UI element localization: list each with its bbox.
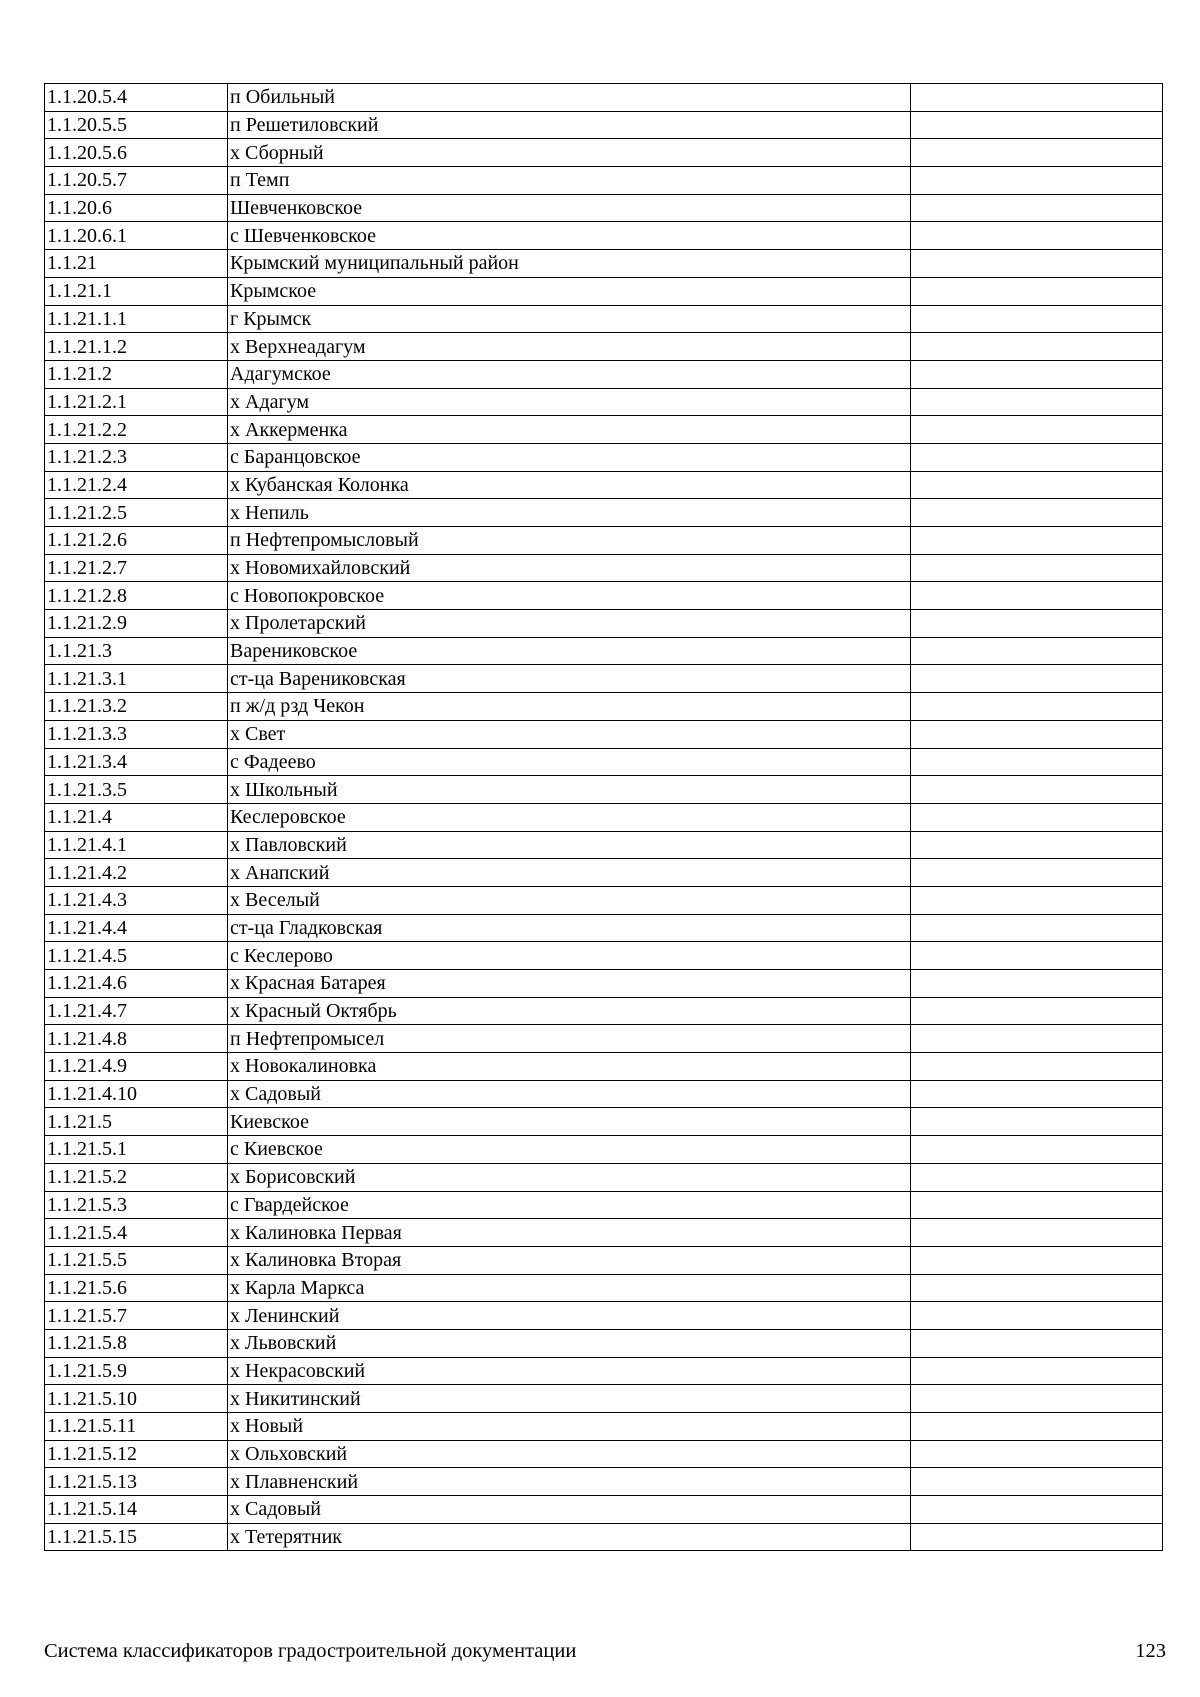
empty-cell xyxy=(911,1053,1163,1081)
empty-cell xyxy=(911,554,1163,582)
table-row xyxy=(45,1246,1163,1274)
name-cell: п Нефтепромысловый xyxy=(228,527,911,555)
table-row xyxy=(45,333,1163,361)
empty-cell xyxy=(911,803,1163,831)
table-row xyxy=(45,1219,1163,1247)
table-row xyxy=(45,693,1163,721)
empty-cell xyxy=(911,305,1163,333)
table-row xyxy=(45,1025,1163,1053)
table-row xyxy=(45,803,1163,831)
code-cell: 1.1.21.2.8 xyxy=(45,582,228,610)
table-row xyxy=(45,942,1163,970)
code-cell: 1.1.21.4.4 xyxy=(45,914,228,942)
code-cell: 1.1.21.4.9 xyxy=(45,1053,228,1081)
code-cell: 1.1.21.3.4 xyxy=(45,748,228,776)
code-cell: 1.1.21.4.2 xyxy=(45,859,228,887)
name-cell: г Крымск xyxy=(228,305,911,333)
code-cell: 1.1.21.4.3 xyxy=(45,886,228,914)
empty-cell xyxy=(911,859,1163,887)
name-cell: х Красный Октябрь xyxy=(228,997,911,1025)
table-row xyxy=(45,1357,1163,1385)
code-cell: 1.1.21.5.14 xyxy=(45,1496,228,1524)
name-cell: Киевское xyxy=(228,1108,911,1136)
classifier-table-body xyxy=(45,84,1163,1551)
empty-cell xyxy=(911,776,1163,804)
name-cell: х Никитинский xyxy=(228,1385,911,1413)
code-cell: 1.1.21.2.5 xyxy=(45,499,228,527)
name-cell: с Фадеево xyxy=(228,748,911,776)
table-row xyxy=(45,250,1163,278)
code-cell: 1.1.21.5.6 xyxy=(45,1274,228,1302)
table-row xyxy=(45,84,1163,112)
empty-cell xyxy=(911,443,1163,471)
table-row xyxy=(45,194,1163,222)
empty-cell xyxy=(911,748,1163,776)
name-cell: с Новопокровское xyxy=(228,582,911,610)
name-cell: с Киевское xyxy=(228,1136,911,1164)
empty-cell xyxy=(911,637,1163,665)
empty-cell xyxy=(911,1080,1163,1108)
name-cell: х Новый xyxy=(228,1413,911,1441)
name-cell: п Нефтепромысел xyxy=(228,1025,911,1053)
table-row xyxy=(45,1108,1163,1136)
code-cell: 1.1.21.2.3 xyxy=(45,443,228,471)
table-row xyxy=(45,111,1163,139)
empty-cell xyxy=(911,1302,1163,1330)
code-cell: 1.1.21.2.4 xyxy=(45,471,228,499)
code-cell: 1.1.20.6.1 xyxy=(45,222,228,250)
name-cell: п Решетиловский xyxy=(228,111,911,139)
table-row xyxy=(45,997,1163,1025)
code-cell: 1.1.21.5.12 xyxy=(45,1440,228,1468)
name-cell: х Карла Маркса xyxy=(228,1274,911,1302)
empty-cell xyxy=(911,416,1163,444)
code-cell: 1.1.21.4.7 xyxy=(45,997,228,1025)
code-cell: 1.1.21.4 xyxy=(45,803,228,831)
code-cell: 1.1.20.5.4 xyxy=(45,84,228,112)
empty-cell xyxy=(911,499,1163,527)
empty-cell xyxy=(911,610,1163,638)
code-cell: 1.1.21.4.8 xyxy=(45,1025,228,1053)
table-row xyxy=(45,499,1163,527)
name-cell: Кеслеровское xyxy=(228,803,911,831)
table-row xyxy=(45,1136,1163,1164)
code-cell: 1.1.20.5.7 xyxy=(45,167,228,195)
empty-cell xyxy=(911,139,1163,167)
code-cell: 1.1.20.5.5 xyxy=(45,111,228,139)
name-cell: х Ольховский xyxy=(228,1440,911,1468)
table-row xyxy=(45,471,1163,499)
empty-cell xyxy=(911,277,1163,305)
code-cell: 1.1.21.2.1 xyxy=(45,388,228,416)
code-cell: 1.1.21.2 xyxy=(45,360,228,388)
code-cell: 1.1.21.5.9 xyxy=(45,1357,228,1385)
table-row xyxy=(45,305,1163,333)
code-cell: 1.1.21.5.4 xyxy=(45,1219,228,1247)
name-cell: х Калиновка Первая xyxy=(228,1219,911,1247)
name-cell: х Павловский xyxy=(228,831,911,859)
empty-cell xyxy=(911,1274,1163,1302)
empty-cell xyxy=(911,914,1163,942)
code-cell: 1.1.21.3.1 xyxy=(45,665,228,693)
code-cell: 1.1.21 xyxy=(45,250,228,278)
code-cell: 1.1.21.1.2 xyxy=(45,333,228,361)
table-row xyxy=(45,527,1163,555)
code-cell: 1.1.21.5.13 xyxy=(45,1468,228,1496)
code-cell: 1.1.21.4.10 xyxy=(45,1080,228,1108)
name-cell: с Гвардейское xyxy=(228,1191,911,1219)
table-row xyxy=(45,582,1163,610)
name-cell: Адагумское xyxy=(228,360,911,388)
table-row xyxy=(45,167,1163,195)
empty-cell xyxy=(911,997,1163,1025)
empty-cell xyxy=(911,471,1163,499)
code-cell: 1.1.21.5.2 xyxy=(45,1163,228,1191)
table-row xyxy=(45,1413,1163,1441)
code-cell: 1.1.21.5.15 xyxy=(45,1523,228,1551)
table-row xyxy=(45,720,1163,748)
name-cell: Крымский муниципальный район xyxy=(228,250,911,278)
empty-cell xyxy=(911,388,1163,416)
empty-cell xyxy=(911,1385,1163,1413)
code-cell: 1.1.21.2.2 xyxy=(45,416,228,444)
table-row xyxy=(45,277,1163,305)
name-cell: х Аккерменка xyxy=(228,416,911,444)
table-row xyxy=(45,970,1163,998)
name-cell: п Обильный xyxy=(228,84,911,112)
name-cell: х Садовый xyxy=(228,1496,911,1524)
classifier-table xyxy=(44,83,1163,1551)
table-row xyxy=(45,139,1163,167)
table-row xyxy=(45,886,1163,914)
table-row xyxy=(45,748,1163,776)
code-cell: 1.1.21.4.1 xyxy=(45,831,228,859)
table-row xyxy=(45,416,1163,444)
name-cell: с Шевченковское xyxy=(228,222,911,250)
name-cell: х Кубанская Колонка xyxy=(228,471,911,499)
name-cell: с Кеслерово xyxy=(228,942,911,970)
table-row xyxy=(45,665,1163,693)
table-row xyxy=(45,1523,1163,1551)
code-cell: 1.1.21.2.6 xyxy=(45,527,228,555)
name-cell: п Темп xyxy=(228,167,911,195)
name-cell: х Новомихайловский xyxy=(228,554,911,582)
table-row xyxy=(45,1053,1163,1081)
table-row xyxy=(45,610,1163,638)
name-cell: х Анапский xyxy=(228,859,911,887)
code-cell: 1.1.21.3.5 xyxy=(45,776,228,804)
empty-cell xyxy=(911,1025,1163,1053)
code-cell: 1.1.20.6 xyxy=(45,194,228,222)
table-row xyxy=(45,859,1163,887)
table-row xyxy=(45,360,1163,388)
table-row xyxy=(45,776,1163,804)
code-cell: 1.1.21.3.3 xyxy=(45,720,228,748)
empty-cell xyxy=(911,194,1163,222)
empty-cell xyxy=(911,831,1163,859)
code-cell: 1.1.21.5.3 xyxy=(45,1191,228,1219)
name-cell: х Ленинский xyxy=(228,1302,911,1330)
name-cell: х Сборный xyxy=(228,139,911,167)
name-cell: х Красная Батарея xyxy=(228,970,911,998)
name-cell: х Новокалиновка xyxy=(228,1053,911,1081)
empty-cell xyxy=(911,1191,1163,1219)
name-cell: ст-ца Гладковская xyxy=(228,914,911,942)
empty-cell xyxy=(911,1413,1163,1441)
name-cell: п ж/д рзд Чекон xyxy=(228,693,911,721)
code-cell: 1.1.21.5.10 xyxy=(45,1385,228,1413)
code-cell: 1.1.20.5.6 xyxy=(45,139,228,167)
code-cell: 1.1.21.2.7 xyxy=(45,554,228,582)
name-cell: х Непиль xyxy=(228,499,911,527)
table-row xyxy=(45,1496,1163,1524)
footer-document-title: Система классификаторов градостроительной документации xyxy=(44,1640,577,1662)
name-cell: Варениковское xyxy=(228,637,911,665)
code-cell: 1.1.21.1.1 xyxy=(45,305,228,333)
table-row xyxy=(45,1274,1163,1302)
empty-cell xyxy=(911,582,1163,610)
name-cell: х Адагум xyxy=(228,388,911,416)
code-cell: 1.1.21.3 xyxy=(45,637,228,665)
code-cell: 1.1.21.3.2 xyxy=(45,693,228,721)
name-cell: х Свет xyxy=(228,720,911,748)
empty-cell xyxy=(911,1329,1163,1357)
code-cell: 1.1.21.1 xyxy=(45,277,228,305)
empty-cell xyxy=(911,1496,1163,1524)
table-row xyxy=(45,637,1163,665)
empty-cell xyxy=(911,1440,1163,1468)
empty-cell xyxy=(911,1219,1163,1247)
name-cell: х Школьный xyxy=(228,776,911,804)
name-cell: х Веселый xyxy=(228,886,911,914)
name-cell: х Борисовский xyxy=(228,1163,911,1191)
code-cell: 1.1.21.5.11 xyxy=(45,1413,228,1441)
name-cell: Шевченковское xyxy=(228,194,911,222)
name-cell: Крымское xyxy=(228,277,911,305)
table-row xyxy=(45,831,1163,859)
empty-cell xyxy=(911,720,1163,748)
table-row xyxy=(45,1385,1163,1413)
table-row xyxy=(45,222,1163,250)
table-row xyxy=(45,1440,1163,1468)
code-cell: 1.1.21.4.5 xyxy=(45,942,228,970)
table-row xyxy=(45,443,1163,471)
name-cell: х Некрасовский xyxy=(228,1357,911,1385)
table-row xyxy=(45,1329,1163,1357)
empty-cell xyxy=(911,1163,1163,1191)
table-row xyxy=(45,1468,1163,1496)
table-row xyxy=(45,1080,1163,1108)
empty-cell xyxy=(911,693,1163,721)
empty-cell xyxy=(911,970,1163,998)
code-cell: 1.1.21.4.6 xyxy=(45,970,228,998)
empty-cell xyxy=(911,886,1163,914)
empty-cell xyxy=(911,1136,1163,1164)
name-cell: х Тетерятник xyxy=(228,1523,911,1551)
empty-cell xyxy=(911,1468,1163,1496)
code-cell: 1.1.21.5.5 xyxy=(45,1246,228,1274)
empty-cell xyxy=(911,1357,1163,1385)
name-cell: с Баранцовское xyxy=(228,443,911,471)
empty-cell xyxy=(911,665,1163,693)
code-cell: 1.1.21.5.1 xyxy=(45,1136,228,1164)
table-row xyxy=(45,388,1163,416)
table-row xyxy=(45,1163,1163,1191)
table-row xyxy=(45,914,1163,942)
empty-cell xyxy=(911,333,1163,361)
empty-cell xyxy=(911,1523,1163,1551)
empty-cell xyxy=(911,84,1163,112)
code-cell: 1.1.21.5 xyxy=(45,1108,228,1136)
empty-cell xyxy=(911,111,1163,139)
name-cell: х Львовский xyxy=(228,1329,911,1357)
name-cell: х Верхнеадагум xyxy=(228,333,911,361)
empty-cell xyxy=(911,360,1163,388)
name-cell: х Садовый xyxy=(228,1080,911,1108)
name-cell: х Плавненский xyxy=(228,1468,911,1496)
name-cell: х Калиновка Вторая xyxy=(228,1246,911,1274)
page-number: 123 xyxy=(1135,1640,1166,1662)
empty-cell xyxy=(911,222,1163,250)
empty-cell xyxy=(911,167,1163,195)
code-cell: 1.1.21.2.9 xyxy=(45,610,228,638)
code-cell: 1.1.21.5.8 xyxy=(45,1329,228,1357)
empty-cell xyxy=(911,1246,1163,1274)
empty-cell xyxy=(911,942,1163,970)
empty-cell xyxy=(911,250,1163,278)
table-row xyxy=(45,1191,1163,1219)
empty-cell xyxy=(911,527,1163,555)
empty-cell xyxy=(911,1108,1163,1136)
table-row xyxy=(45,1302,1163,1330)
name-cell: ст-ца Варениковская xyxy=(228,665,911,693)
code-cell: 1.1.21.5.7 xyxy=(45,1302,228,1330)
name-cell: х Пролетарский xyxy=(228,610,911,638)
table-row xyxy=(45,554,1163,582)
